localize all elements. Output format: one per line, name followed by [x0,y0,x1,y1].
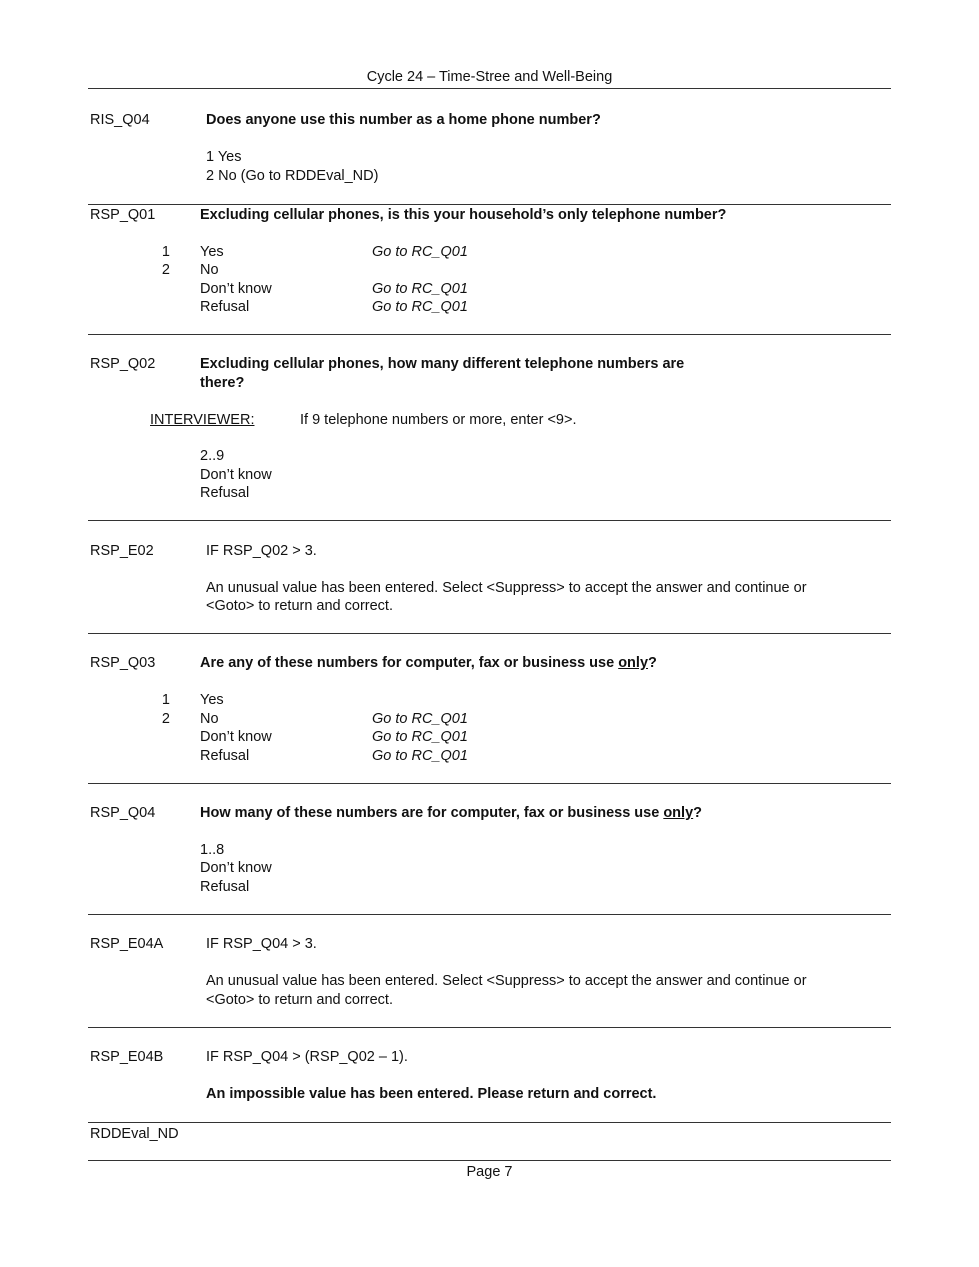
question-code: RSP_Q01 [90,207,156,223]
option-label: Don’t know [200,860,272,876]
edit-message: <Goto> to return and correct. [206,598,393,614]
question-text: Does anyone use this number as a home phone number? [206,112,601,128]
edit-message: An impossible value has been entered. Please return and correct. [206,1086,657,1102]
option-label: Don’t know [200,729,272,745]
option-number: 1 [161,244,170,260]
block-code: RDDEval_ND [90,1126,179,1142]
skip-instruction: Go to RC_Q01 [372,729,468,745]
option-label: Don’t know [200,281,272,297]
question-code: RSP_Q02 [90,356,156,372]
edit-message: An unusual value has been entered. Select <Suppress> to accept the answer and continue or [206,580,807,596]
page-number: Page 7 [466,1164,513,1180]
option-label: No [200,262,219,278]
answer-range: 1..8 [200,842,225,858]
skip-instruction: Go to RC_Q01 [372,711,468,727]
option-label: Refusal [200,299,250,315]
skip-instruction: Go to RC_Q01 [372,281,468,297]
edit-code: RSP_E04A [90,936,164,952]
answer-option: 1 Yes [206,149,242,165]
skip-instruction: Go to RC_Q01 [372,299,468,315]
section-rule [88,1027,891,1028]
option-label: No [200,711,219,727]
interviewer-label: INTERVIEWER: [150,412,255,428]
skip-instruction: Go to RC_Q01 [372,244,468,260]
question-code: RSP_Q04 [90,805,156,821]
edit-condition: IF RSP_Q04 > (RSP_Q02 – 1). [206,1049,408,1065]
option-label: Don’t know [200,467,272,483]
option-number: 1 [161,692,170,708]
question-text: Excluding cellular phones, how many different telephone numbers are [200,356,685,372]
edit-condition: IF RSP_Q02 > 3. [206,543,317,559]
option-label: Yes [200,692,224,708]
edit-message: An unusual value has been entered. Select <Suppress> to accept the answer and continue or [206,973,807,989]
footer-rule [88,1160,891,1161]
question-text: Excluding cellular phones, is this your household’s only telephone number? [200,207,727,223]
edit-message: <Goto> to return and correct. [206,992,393,1008]
edit-code: RSP_E02 [90,543,154,559]
question-text: How many of these numbers are for computer, fax or business use only? [200,805,702,821]
section-rule [88,520,891,521]
edit-code: RSP_E04B [90,1049,164,1065]
section-rule [88,1122,891,1123]
option-number: 2 [161,711,170,727]
section-rule [88,204,891,205]
interviewer-note: If 9 telephone numbers or more, enter <9>. [300,412,577,428]
skip-instruction: Go to RC_Q01 [372,748,468,764]
option-label: Yes [200,244,224,260]
question-text: there? [200,375,245,391]
option-label: Refusal [200,879,250,895]
section-rule [88,334,891,335]
question-text: Are any of these numbers for computer, fax or business use only? [200,655,657,671]
header-rule [88,88,891,89]
option-number: 2 [161,262,170,278]
option-label: Refusal [200,485,250,501]
section-rule [88,914,891,915]
section-rule [88,783,891,784]
question-code: RSP_Q03 [90,655,156,671]
question-code: RIS_Q04 [90,112,150,128]
edit-condition: IF RSP_Q04 > 3. [206,936,317,952]
option-label: Refusal [200,748,250,764]
answer-range: 2..9 [200,448,225,464]
section-rule [88,633,891,634]
answer-option: 2 No (Go to RDDEval_ND) [206,168,379,184]
page-header-title: Cycle 24 – Time-Stree and Well-Being [366,69,613,85]
